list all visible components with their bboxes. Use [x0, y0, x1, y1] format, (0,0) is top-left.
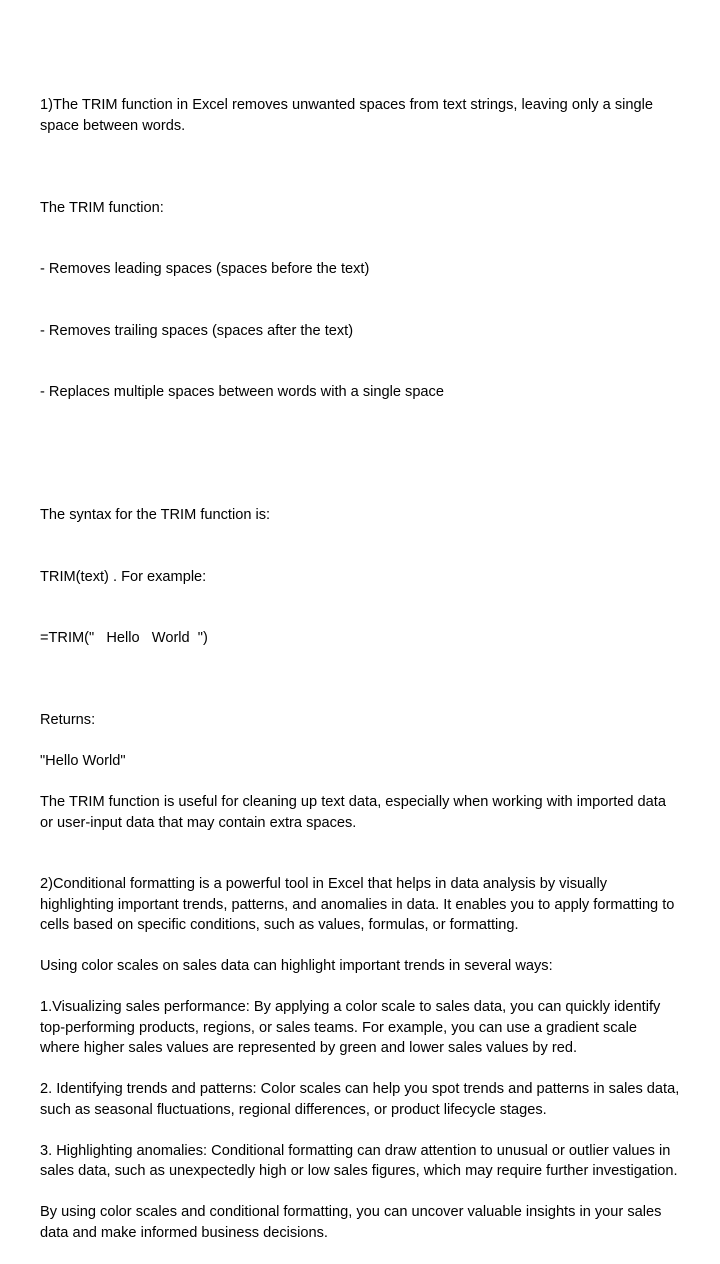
color-scales-intro: Using color scales on sales data can highlight important trends in several ways: [40, 958, 553, 974]
trim-example-formula: =TRIM(" Hello World ") [40, 630, 208, 646]
trim-returns-value: "Hello World" [40, 753, 126, 769]
trim-usefulness-paragraph: The TRIM function is useful for cleaning up text data, especially when working with imported data or user-input data that may contain extra spaces. [40, 794, 671, 831]
trim-syntax-line: TRIM(text) . For example: [40, 568, 207, 585]
trim-features-heading: The TRIM function: [40, 199, 164, 216]
trim-intro-paragraph: 1)The TRIM function in Excel removes unwanted spaces from text strings, leaving only a single space between words. [40, 97, 658, 134]
point-identifying-trends: 2. Identifying trends and patterns: Color scales can help you spot trends and patterns in sales data, such as seasonal fluctuations, regional differences, or product lifecycle stages. [40, 1081, 684, 1118]
trim-bullet-leading: - Removes leading spaces (spaces before the text) [40, 261, 370, 277]
trim-syntax-block [40, 464, 680, 690]
trim-bullet-multiple: - Replaces multiple spaces between words with a single space [40, 384, 444, 400]
conditional-formatting-intro: 2)Conditional formatting is a powerful tool in Excel that helps in data analysis by visually highlighting important trends, patterns, and anomalies in data. It enables you to apply formatting to cells based on specific conditions, such as values, formulas, or formatting. [40, 876, 679, 933]
trim-features-block [40, 157, 680, 444]
document-page [40, 95, 684, 1264]
conclusion-paragraph: By using color scales and conditional formatting, you can uncover valuable insights in your sales data and make informed business decisions. [40, 1204, 666, 1241]
trim-returns-label: Returns: [40, 712, 96, 728]
point-highlighting-anomalies: 3. Highlighting anomalies: Conditional formatting can draw attention to unusual or outlier values in sales data, such as unexpectedly high or low sales figures, which may require further investigation. [40, 1142, 678, 1179]
point-visualizing-performance: 1.Visualizing sales performance: By applying a color scale to sales data, you can quickly identify top-performing products, regions, or sales teams. For example, you can use a gradient scale where higher sales values are represented by green and lower sales values by red. [40, 999, 665, 1056]
trim-bullet-trailing: - Removes trailing spaces (spaces after the text) [40, 322, 354, 339]
trim-syntax-intro: The syntax for the TRIM function is: [40, 507, 271, 523]
